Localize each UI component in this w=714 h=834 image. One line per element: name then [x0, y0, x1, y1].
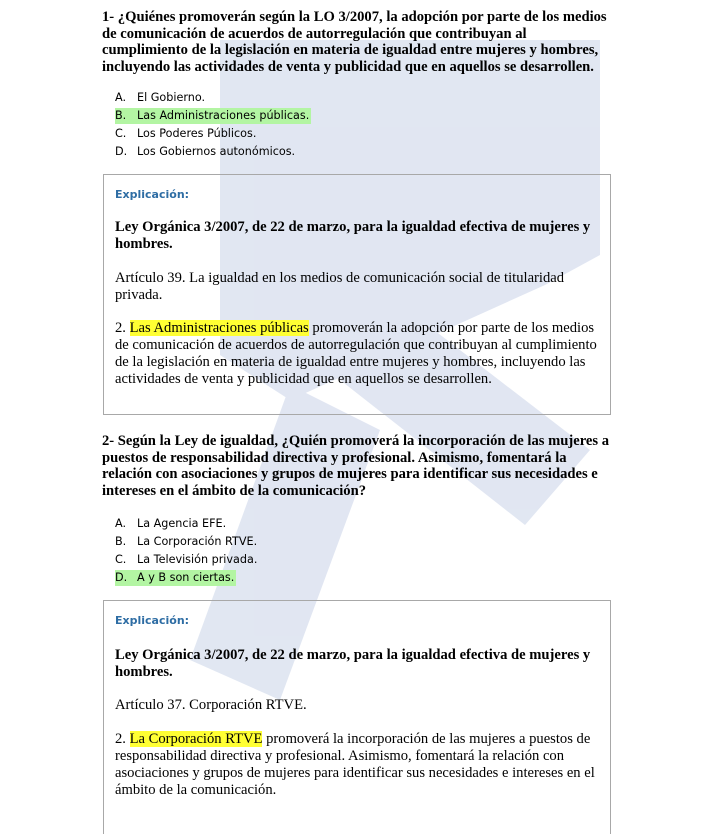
explanation-box-2	[103, 600, 611, 834]
question-2-options	[115, 516, 259, 588]
para-rest: promoverá la incorporación de las mujeres a puestos de responsabilidad directiva y profesional. Asimismo, fomentará la relación con asociaciones y grupos de mujeres para identificar sus necesidades e intereses en el ámbito de la comunicación.	[115, 731, 595, 798]
para-prefix: 2.	[115, 731, 130, 747]
option-text: La Corporación RTVE.	[137, 535, 258, 548]
option-text: Las Administraciones públicas.	[137, 109, 310, 122]
option-a[interactable]	[115, 516, 259, 534]
option-letter: A.	[115, 517, 127, 530]
law-title: Ley Orgánica 3/2007, de 22 de marzo, para la igualdad efectiva de mujeres y hombres.	[115, 647, 591, 680]
option-c[interactable]	[115, 126, 311, 144]
option-letter: C.	[115, 127, 127, 140]
question-1-options	[115, 90, 311, 162]
article-title: Artículo 37. Corporación RTVE.	[115, 697, 307, 713]
para-rest: promoverán la adopción por parte de los medios de comunicación de acuerdos de autorregulación que contribuyan al cumplimiento de la legislación en materia de igualdad entre mujeres y hombres, incluyendo las actividades de venta y publicidad que en aquellos se desarrollen.	[115, 320, 597, 387]
option-text: Los Gobiernos autonómicos.	[137, 145, 296, 158]
option-letter: C.	[115, 553, 127, 566]
option-a[interactable]	[115, 90, 311, 108]
law-title: Ley Orgánica 3/2007, de 22 de marzo, para la igualdad efectiva de mujeres y hombres.	[115, 219, 591, 252]
highlighted-answer: Las Administraciones públicas	[129, 320, 309, 336]
explanation-paragraph	[115, 320, 599, 388]
question-2-title: 2- Según la Ley de igualdad, ¿Quién promoverá la incorporación de las mujeres a puestos de responsabilidad directiva y profesional. Asimismo, fomentará la relación con asociaciones y grupos de mujeres para identificar sus necesidades e intereses en el ámbito de la comunicación?	[102, 433, 610, 499]
option-text: El Gobierno.	[137, 91, 206, 104]
option-letter: B.	[115, 535, 127, 548]
explanation-box-1	[103, 174, 611, 415]
option-text: La Agencia EFE.	[137, 517, 227, 530]
question-1-title: 1- ¿Quiénes promoverán según la LO 3/2007, la adopción por parte de los medios de comunicación de acuerdos de autorregulación que contribuyan al cumplimiento de la legislación en materia de igualdad entre mujeres y hombres, incluyendo las actividades de venta y publicidad que en aquellos se desarrollen.	[102, 9, 607, 75]
option-text: A y B son ciertas.	[137, 571, 235, 584]
article-title: Artículo 39. La igualdad en los medios de comunicación social de titularidad privada.	[115, 270, 565, 303]
option-letter: D.	[115, 571, 128, 584]
option-b[interactable]	[115, 534, 259, 552]
option-letter: B.	[115, 109, 127, 122]
option-c[interactable]	[115, 552, 259, 570]
option-text: Los Poderes Públicos.	[137, 127, 257, 140]
para-prefix: 2.	[115, 320, 130, 336]
explanation-label: Explicación:	[115, 614, 190, 627]
option-text: La Televisión privada.	[137, 553, 258, 566]
highlighted-answer: La Corporación RTVE	[129, 731, 263, 747]
explanation-paragraph	[115, 731, 599, 799]
option-b-correct[interactable]	[115, 108, 311, 126]
option-d-correct[interactable]	[115, 570, 259, 588]
option-letter: D.	[115, 145, 128, 158]
option-letter: A.	[115, 91, 127, 104]
option-d[interactable]	[115, 144, 311, 162]
explanation-label: Explicación:	[115, 188, 190, 201]
